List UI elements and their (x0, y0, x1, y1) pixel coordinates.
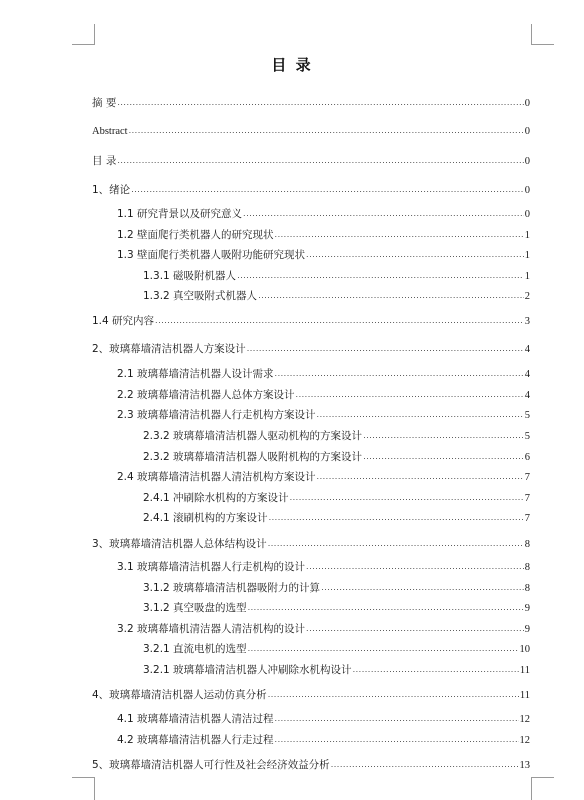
toc-leader-dots (290, 490, 524, 506)
toc-entry-page-number: 0 (524, 209, 530, 220)
page-title: 目 录 (271, 56, 313, 74)
toc-entry[interactable] (117, 732, 530, 748)
toc-entry-page-number: 4 (524, 369, 530, 380)
toc-leader-dots (237, 268, 524, 284)
toc-entry-label: 1.1 研究背景以及研究意义 (117, 208, 243, 220)
toc-leader-dots (275, 227, 524, 243)
toc-leader-dots (306, 621, 524, 637)
toc-entry-label: 2.4 玻璃幕墙清洁机器人清洁机构方案设计 (117, 471, 316, 483)
toc-leader-dots (268, 687, 519, 703)
toc-entry-label: 4、玻璃幕墙清洁机器人运动仿真分析 (92, 689, 267, 701)
toc-leader-dots (243, 206, 524, 222)
toc-entry-label: 1.2 壁面爬行类机器人的研究现状 (117, 229, 274, 241)
toc-entry-label: 2.3 玻璃幕墙清洁机器人行走机构方案设计 (117, 409, 316, 421)
toc-entry[interactable] (117, 711, 530, 727)
toc-leader-dots (248, 641, 519, 657)
toc-leader-dots (258, 288, 524, 304)
toc-entry-label: 3.1.2 真空吸盘的选型 (143, 602, 247, 614)
toc-leader-dots (306, 247, 524, 263)
toc-entry[interactable] (143, 662, 530, 678)
toc-entry-label: 3.2.1 直流电机的选型 (143, 643, 247, 655)
toc-leader-dots (306, 559, 524, 575)
toc-entry-page-number: 7 (524, 472, 530, 483)
toc-entry[interactable] (92, 153, 530, 169)
toc-entry[interactable] (92, 341, 530, 357)
toc-entry-page-number: 9 (524, 624, 530, 635)
toc-leader-dots (275, 732, 519, 748)
toc-entry-label: 4.1 玻璃幕墙清洁机器人清洁过程 (117, 713, 274, 725)
toc-entry[interactable] (92, 313, 530, 329)
toc-leader-dots (275, 711, 519, 727)
toc-entry-page-number: 0 (524, 126, 530, 137)
toc-leader-dots (275, 366, 524, 382)
toc-entry[interactable] (117, 227, 530, 243)
toc-entry-page-number: 8 (524, 562, 530, 573)
toc-entry-page-number: 10 (519, 644, 530, 655)
toc-leader-dots (248, 600, 524, 616)
toc-entry[interactable] (117, 206, 530, 222)
toc-leader-dots (129, 123, 524, 139)
toc-entry-page-number: 7 (524, 493, 530, 504)
toc-leader-dots (155, 313, 524, 329)
toc-entry[interactable] (117, 621, 530, 637)
toc-entry[interactable] (92, 182, 530, 198)
toc-leader-dots (268, 536, 524, 552)
toc-entry-page-number: 13 (519, 760, 530, 771)
toc-entry-page-number: 3 (524, 316, 530, 327)
toc-leader-dots (117, 95, 523, 111)
toc-entry-page-number: 8 (524, 539, 530, 550)
toc-entry-page-number: 0 (524, 98, 530, 109)
toc-entry-label: 1.3.2 真空吸附式机器人 (143, 290, 258, 302)
toc-entry-page-number: 1 (524, 271, 530, 282)
toc-leader-dots (321, 580, 524, 596)
toc-entry-page-number: 11 (519, 690, 530, 701)
toc-entry-label: 2.4.1 滚刷机构的方案设计 (143, 512, 268, 524)
toc-entry[interactable] (143, 490, 530, 506)
toc-leader-dots (131, 182, 524, 198)
toc-entry[interactable] (92, 536, 530, 552)
toc-leader-dots (331, 757, 519, 773)
toc-entry-page-number: 1 (524, 230, 530, 241)
toc-entry-label: 目 录 (92, 155, 117, 167)
toc-entry-page-number: 0 (524, 185, 530, 196)
toc-entry-page-number: 12 (519, 714, 530, 725)
toc-entry[interactable] (117, 247, 530, 263)
toc-entry-label: 3.1 玻璃幕墙清洁机器人行走机构的设计 (117, 561, 306, 573)
toc-entry-page-number: 4 (524, 390, 530, 401)
toc-entry-page-number: 4 (524, 344, 530, 355)
toc-entry-label: 2.2 玻璃幕墙清洁机器人总体方案设计 (117, 389, 295, 401)
toc-entry-page-number: 5 (524, 410, 530, 421)
toc-leader-dots (363, 428, 524, 444)
toc-entry-label: 2.1 玻璃幕墙清洁机器人设计需求 (117, 368, 274, 380)
toc-entry[interactable] (143, 641, 530, 657)
toc-entry-page-number: 9 (524, 603, 530, 614)
toc-leader-dots (353, 662, 519, 678)
toc-entry[interactable] (92, 687, 530, 703)
toc-entry[interactable] (117, 407, 530, 423)
toc-leader-dots (247, 341, 524, 357)
toc-entry[interactable] (143, 510, 530, 526)
toc-entry-label: 2.3.2 玻璃幕墙清洁机器人驱动机构的方案设计 (143, 430, 363, 442)
toc-leader-dots (363, 449, 524, 465)
toc-entry-label: Abstract (92, 126, 128, 137)
toc-entry-page-number: 1 (524, 250, 530, 261)
toc-entry-page-number: 5 (524, 431, 530, 442)
toc-entry-page-number: 12 (519, 735, 530, 746)
toc-entry-label: 2.4.1 冲刷除水机构的方案设计 (143, 492, 289, 504)
toc-entry[interactable] (143, 580, 530, 596)
toc-entry-label: 3.2.1 玻璃幕墙清洁机器人冲刷除水机构设计 (143, 664, 352, 676)
toc-entry-page-number: 2 (524, 291, 530, 302)
toc-entry[interactable] (143, 600, 530, 616)
toc-entry-label: 2、玻璃幕墙清洁机器人方案设计 (92, 343, 246, 355)
toc-entry-label: 1.4 研究内容 (92, 315, 155, 327)
toc-entry-page-number: 6 (524, 452, 530, 463)
toc-entry-label: 5、玻璃幕墙清洁机器人可行性及社会经济效益分析 (92, 759, 330, 771)
toc-entry[interactable] (143, 428, 530, 444)
toc-entry[interactable] (117, 469, 530, 485)
toc-entry-label: 1.3.1 磁吸附机器人 (143, 270, 237, 282)
toc-entry-label: 1、绪论 (92, 184, 131, 196)
toc-entry[interactable] (92, 124, 530, 140)
toc-leader-dots (317, 407, 524, 423)
toc-entry[interactable] (143, 288, 530, 304)
toc-entry-page-number: 7 (524, 513, 530, 524)
toc-entry-page-number: 8 (524, 583, 530, 594)
toc-entry[interactable] (117, 387, 530, 403)
toc-entry[interactable] (117, 366, 530, 382)
toc-leader-dots (296, 387, 524, 403)
toc-entry-label: 3、玻璃幕墙清洁机器人总体结构设计 (92, 538, 267, 550)
toc-entry[interactable] (92, 95, 530, 111)
toc-entry-label: 2.3.2 玻璃幕墙清洁机器人吸附机构的方案设计 (143, 451, 363, 463)
toc-entry-label: 4.2 玻璃幕墙清洁机器人行走过程 (117, 734, 274, 746)
toc-entry-page-number: 11 (519, 665, 530, 676)
toc-leader-dots (117, 153, 523, 169)
toc-leader-dots (269, 510, 524, 526)
toc-entry-page-number: 0 (524, 156, 530, 167)
toc-leader-dots (317, 469, 524, 485)
toc-entry[interactable] (143, 268, 530, 284)
toc-entry-label: 3.2 玻璃幕墙机清洁器人清洁机构的设计 (117, 623, 306, 635)
toc-entry-label: 3.1.2 玻璃幕墙清洁机器吸附力的计算 (143, 582, 321, 594)
toc-entry[interactable] (143, 449, 530, 465)
toc-entry[interactable] (117, 559, 530, 575)
toc-entry-label: 1.3 壁面爬行类机器人吸附功能研究现状 (117, 249, 306, 261)
toc-entry[interactable] (92, 757, 530, 773)
toc-entry-label: 摘 要 (92, 97, 117, 109)
